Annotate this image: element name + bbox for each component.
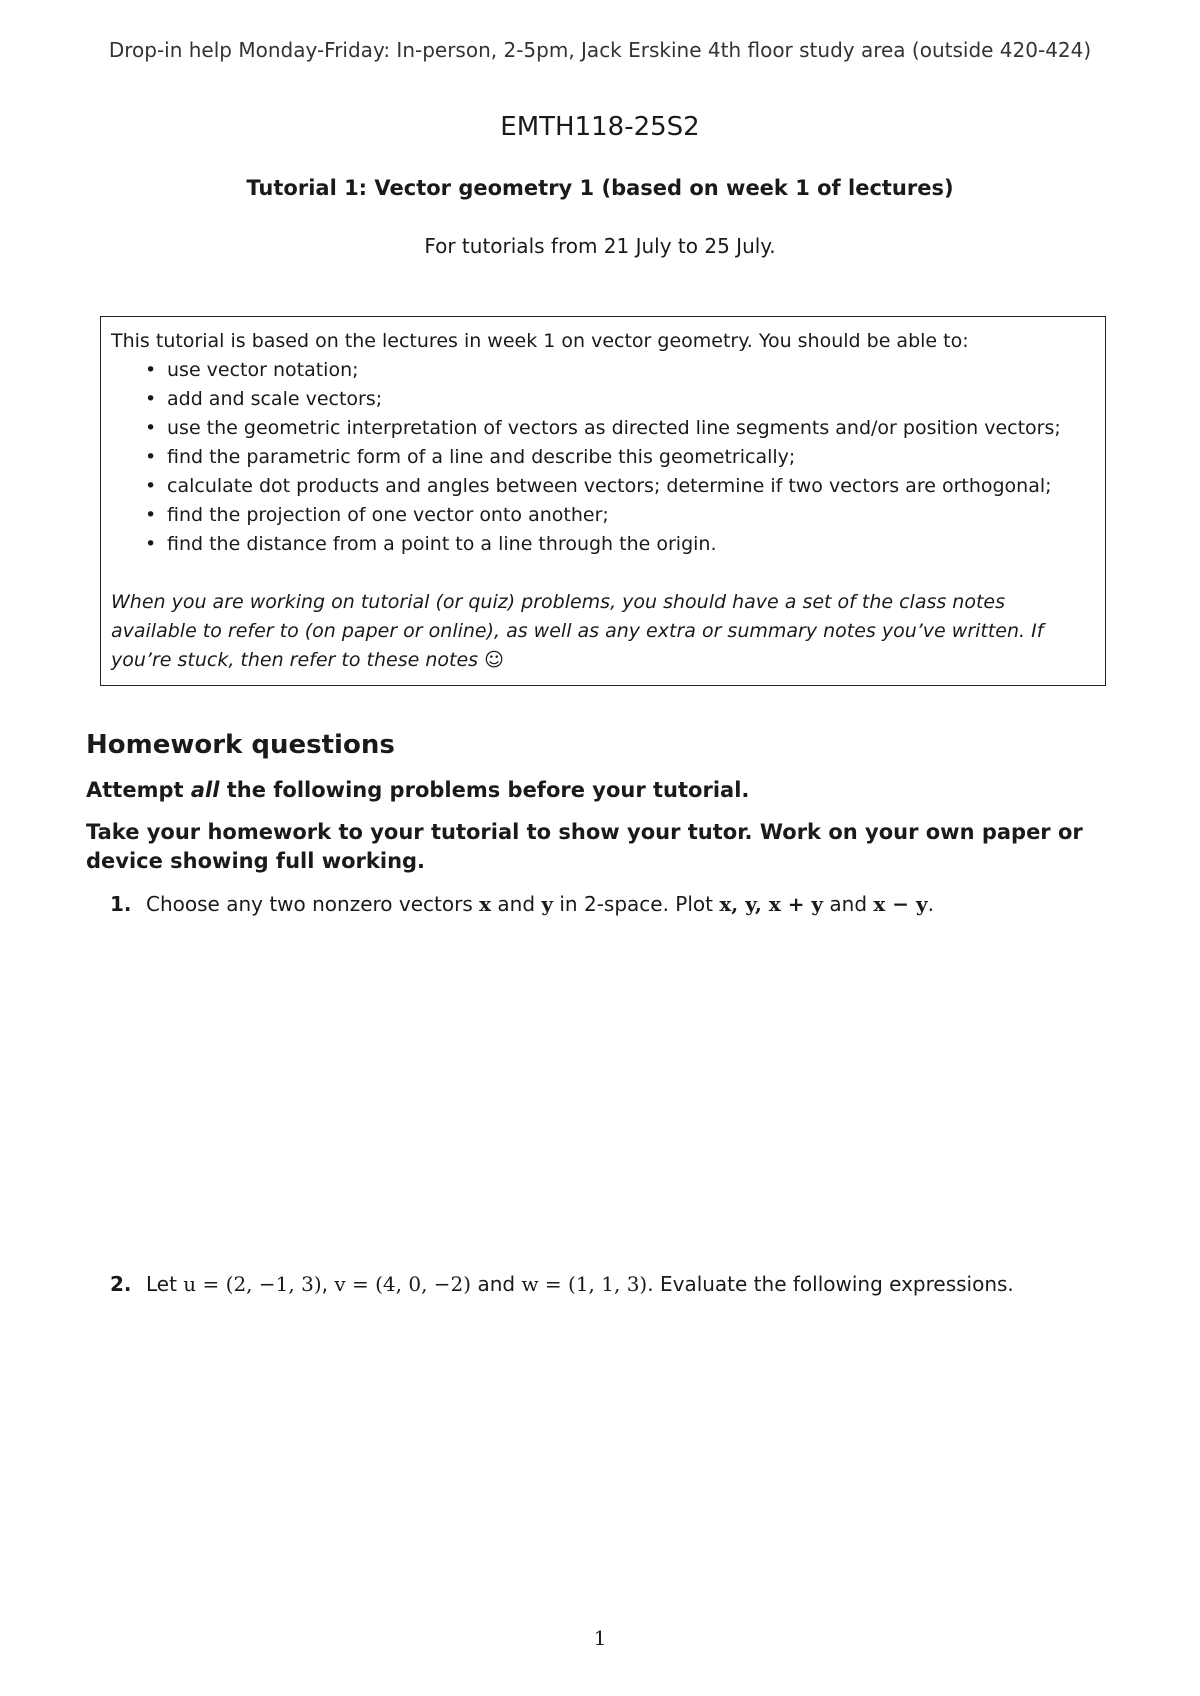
homework-heading: Homework questions <box>86 730 395 760</box>
question-1: 1. Choose any two nonzero vectors x and y in 2-space. Plot x, y, x + y and x − y. <box>110 892 934 916</box>
bullet-icon: • <box>145 417 157 439</box>
objective-item: • find the distance from a point to a line through the origin. <box>111 530 1095 559</box>
vector-difference: x − y <box>873 892 928 916</box>
question-number: 1. <box>110 892 132 916</box>
bullet-icon: • <box>145 446 157 468</box>
plot-list: x, y, x + y <box>719 892 824 916</box>
homework-instruction-attempt: Attempt all the following problems before your tutorial. <box>86 778 750 802</box>
bullet-icon: • <box>145 533 157 555</box>
tutorial-dates: For tutorials from 21 July to 25 July. <box>424 234 776 258</box>
bullet-icon: • <box>145 504 157 526</box>
objectives-list <box>111 356 1095 559</box>
bullet-icon: • <box>145 388 157 410</box>
question-number: 2. <box>110 1272 132 1296</box>
drop-in-help-notice: Drop-in help Monday-Friday: In-person, 2-5pm, Jack Erskine 4th floor study area (outside 420-424) <box>108 38 1092 62</box>
objectives-intro: This tutorial is based on the lectures in week 1 on vector geometry. You should be able to: <box>111 330 969 352</box>
page-number: 1 <box>593 1626 607 1650</box>
objective-item: • find the parametric form of a line and describe this geometrically; <box>111 443 1095 472</box>
vector-x: x <box>479 892 492 916</box>
objective-item: • calculate dot products and angles between vectors; determine if two vectors are orthogonal; <box>111 472 1095 501</box>
objective-item: • add and scale vectors; <box>111 385 1095 414</box>
objectives-box <box>100 316 1106 686</box>
bullet-icon: • <box>145 359 157 381</box>
objective-item: • use vector notation; <box>111 356 1095 385</box>
vector-y: y <box>541 892 554 916</box>
bullet-icon: • <box>145 475 157 497</box>
question-2: 2. Let u = (2, −1, 3), v = (4, 0, −2) and w = (1, 1, 3). Evaluate the following expressions. <box>110 1272 1014 1296</box>
objective-item: • find the projection of one vector onto another; <box>111 501 1095 530</box>
objective-item: • use the geometric interpretation of vectors as directed line segments and/or position vectors; <box>111 414 1095 443</box>
tutorial-title: Tutorial 1: Vector geometry 1 (based on week 1 of lectures) <box>246 176 954 200</box>
course-code: EMTH118-25S2 <box>500 112 700 142</box>
notes-reminder: When you are working on tutorial (or quiz) problems, you should have a set of the class notes available to refer to (on paper or online), as well as any extra or summary notes you’ve written. If you’re stuck, then refer to these notes ☺ <box>111 591 1044 671</box>
vector-u-definition: u = (2, −1, 3) <box>183 1272 322 1296</box>
homework-instruction-take: Take your homework to your tutorial to show your tutor. Work on your own paper or device showing full working. <box>86 820 1083 873</box>
vector-w-definition: w = (1, 1, 3) <box>521 1272 648 1296</box>
vector-v-definition: v = (4, 0, −2) <box>334 1272 472 1296</box>
